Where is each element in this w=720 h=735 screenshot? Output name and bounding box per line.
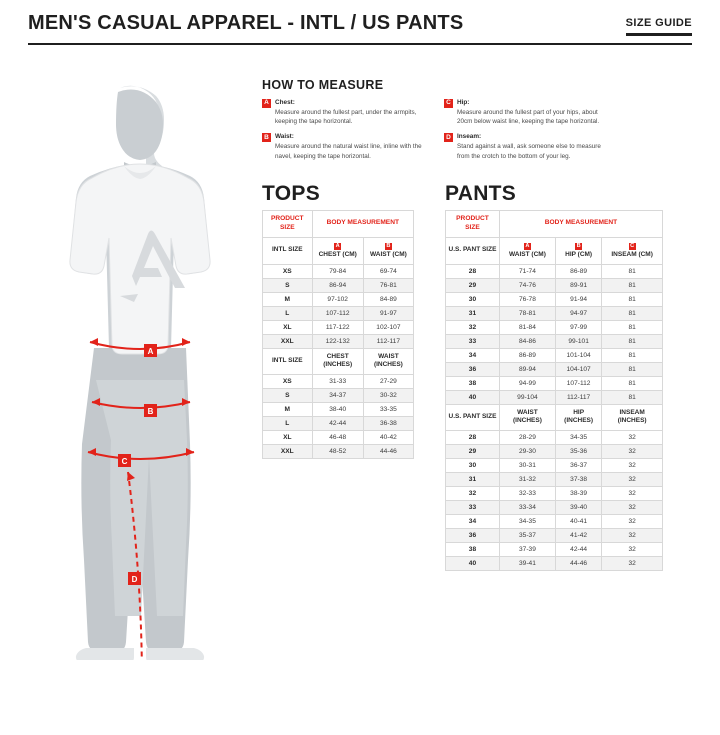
value-cell: 32 <box>602 431 663 445</box>
table-row <box>263 278 414 292</box>
value-cell: 34-37 <box>312 389 363 403</box>
how-to-item-chest <box>262 98 430 126</box>
table-row <box>446 320 663 334</box>
value-cell: 81 <box>602 348 663 362</box>
size-cell: 33 <box>446 334 500 348</box>
value-cell: 102-107 <box>363 320 413 334</box>
value-cell: 117-122 <box>312 320 363 334</box>
value-cell: 38-39 <box>555 487 601 501</box>
size-cell: 31 <box>446 306 500 320</box>
tops-size-table <box>262 210 414 459</box>
table-row <box>263 389 414 403</box>
how-to-item-hip <box>444 98 612 126</box>
table-row <box>446 459 663 473</box>
size-cell: 33 <box>446 501 500 515</box>
table-row <box>263 306 414 320</box>
value-cell: 81 <box>602 334 663 348</box>
pants-cm-waist-col <box>499 237 555 264</box>
value-cell: 32 <box>602 473 663 487</box>
marker-d-badge: D <box>444 133 453 142</box>
marker-b-badge: B <box>576 242 581 249</box>
value-cell: 81 <box>602 390 663 404</box>
value-cell: 48-52 <box>312 445 363 459</box>
how-to-inseam-term: Inseam: <box>457 133 482 141</box>
value-cell: 32 <box>602 501 663 515</box>
marker-b-badge: B <box>262 133 271 142</box>
size-cell: 30 <box>446 292 500 306</box>
table-row <box>446 306 663 320</box>
value-cell: 112-117 <box>363 334 413 348</box>
value-cell: 78-81 <box>499 306 555 320</box>
table-row <box>446 237 663 264</box>
pants-body-measurement-header: BODY MEASUREMENT <box>499 211 662 238</box>
value-cell: 32-33 <box>499 487 555 501</box>
size-cell: XL <box>263 431 313 445</box>
table-row <box>446 487 663 501</box>
value-cell: 32 <box>602 529 663 543</box>
table-row <box>263 211 414 238</box>
how-to-item-inseam <box>444 132 612 160</box>
tops-in-waist-col: WAIST (INCHES) <box>363 348 413 375</box>
table-row <box>263 417 414 431</box>
pants-product-size-header: PRODUCT SIZE <box>446 211 500 238</box>
value-cell: 91-94 <box>555 292 601 306</box>
table-row <box>446 264 663 278</box>
size-cell: 40 <box>446 390 500 404</box>
value-cell: 44-46 <box>555 557 601 571</box>
pants-cm-waist-label: WAIST (CM) <box>509 250 546 258</box>
how-to-hip-text <box>457 98 612 126</box>
value-cell: 84-89 <box>363 292 413 306</box>
size-cell: 40 <box>446 557 500 571</box>
table-row <box>446 501 663 515</box>
marker-c-badge: C <box>444 99 453 108</box>
value-cell: 39-41 <box>499 557 555 571</box>
table-row <box>446 292 663 306</box>
value-cell: 41-42 <box>555 529 601 543</box>
value-cell: 33-35 <box>363 403 413 417</box>
how-to-measure-heading: HOW TO MEASURE <box>262 78 384 92</box>
size-cell: 32 <box>446 320 500 334</box>
pants-cm-hip-col <box>555 237 601 264</box>
how-to-column-right <box>444 98 612 167</box>
tops-cm-size-col: INTL SIZE <box>263 237 313 264</box>
table-row <box>263 264 414 278</box>
table-row <box>446 445 663 459</box>
value-cell: 37-39 <box>499 543 555 557</box>
how-to-item-waist <box>262 132 430 160</box>
value-cell: 86-94 <box>312 278 363 292</box>
value-cell: 34-35 <box>555 431 601 445</box>
value-cell: 81 <box>602 362 663 376</box>
value-cell: 81 <box>602 376 663 390</box>
table-row <box>446 362 663 376</box>
value-cell: 99-101 <box>555 334 601 348</box>
pants-in-hip-col: HIP (INCHES) <box>555 404 601 431</box>
value-cell: 46-48 <box>312 431 363 445</box>
value-cell: 122-132 <box>312 334 363 348</box>
table-row <box>263 334 414 348</box>
value-cell: 97-102 <box>312 292 363 306</box>
how-to-column-left <box>262 98 430 167</box>
value-cell: 81 <box>602 292 663 306</box>
size-cell: XXL <box>263 445 313 459</box>
tops-body-measurement-header: BODY MEASUREMENT <box>312 211 413 238</box>
tops-cm-waist-label: WAIST (CM) <box>369 250 407 258</box>
value-cell: 94-99 <box>499 376 555 390</box>
size-cell: XS <box>263 264 313 278</box>
marker-b-badge: B <box>386 242 391 249</box>
value-cell: 30-31 <box>499 459 555 473</box>
value-cell: 40-42 <box>363 431 413 445</box>
size-cell: L <box>263 306 313 320</box>
size-cell: 38 <box>446 543 500 557</box>
value-cell: 89-91 <box>555 278 601 292</box>
value-cell: 32 <box>602 515 663 529</box>
size-cell: M <box>263 403 313 417</box>
how-to-waist-text <box>275 132 430 160</box>
size-cell: 31 <box>446 473 500 487</box>
table-row <box>446 376 663 390</box>
table-row <box>263 375 414 389</box>
value-cell: 107-112 <box>312 306 363 320</box>
how-to-chest-text <box>275 98 430 126</box>
table-row <box>446 473 663 487</box>
pants-in-size-col: U.S. PANT SIZE <box>446 404 500 431</box>
figure-svg <box>20 80 260 660</box>
size-cell: 36 <box>446 529 500 543</box>
marker-a-badge: A <box>262 99 271 108</box>
table-row <box>446 211 663 238</box>
value-cell: 39-40 <box>555 501 601 515</box>
how-to-measure-items <box>262 98 622 167</box>
tops-section-title: TOPS <box>262 182 320 205</box>
pants-cm-inseam-col <box>602 237 663 264</box>
tops-cm-waist-col <box>363 237 413 264</box>
value-cell: 32 <box>602 445 663 459</box>
marker-a-badge: A <box>335 242 340 249</box>
marker-a-badge: A <box>525 242 530 249</box>
value-cell: 34-35 <box>499 515 555 529</box>
value-cell: 32 <box>602 459 663 473</box>
tops-in-size-col: INTL SIZE <box>263 348 313 375</box>
size-cell: 28 <box>446 431 500 445</box>
value-cell: 101-104 <box>555 348 601 362</box>
page-header <box>28 12 692 45</box>
size-cell: XL <box>263 320 313 334</box>
size-cell: 38 <box>446 376 500 390</box>
value-cell: 71-74 <box>499 264 555 278</box>
mannequin-illustration <box>20 80 260 660</box>
value-cell: 76-81 <box>363 278 413 292</box>
value-cell: 81 <box>602 306 663 320</box>
size-cell: 30 <box>446 459 500 473</box>
value-cell: 84-86 <box>499 334 555 348</box>
value-cell: 27-29 <box>363 375 413 389</box>
svg-text:A: A <box>147 347 154 356</box>
pants-size-table <box>445 210 663 571</box>
tshirt-shape <box>70 164 210 354</box>
value-cell: 29-30 <box>499 445 555 459</box>
size-cell: 32 <box>446 487 500 501</box>
table-row <box>446 404 663 431</box>
size-cell: 29 <box>446 278 500 292</box>
value-cell: 30-32 <box>363 389 413 403</box>
value-cell: 86-89 <box>555 264 601 278</box>
svg-text:C: C <box>121 457 128 466</box>
value-cell: 32 <box>602 487 663 501</box>
size-cell: S <box>263 389 313 403</box>
value-cell: 91-97 <box>363 306 413 320</box>
size-guide-label: SIZE GUIDE <box>626 17 692 36</box>
tops-product-size-header: PRODUCT SIZE <box>263 211 313 238</box>
value-cell: 40-41 <box>555 515 601 529</box>
svg-text:D: D <box>131 575 138 584</box>
how-to-hip-term: Hip: <box>457 99 470 106</box>
value-cell: 33-34 <box>499 501 555 515</box>
table-row <box>446 557 663 571</box>
how-to-inseam-text <box>457 132 612 160</box>
pants-cm-hip-label: HIP (CM) <box>565 250 593 258</box>
how-to-waist-desc: Measure around the natural waist line, inline with the navel, keeping the tape horizontal. <box>275 143 422 160</box>
value-cell: 112-117 <box>555 390 601 404</box>
svg-text:B: B <box>147 407 154 416</box>
value-cell: 42-44 <box>555 543 601 557</box>
value-cell: 81 <box>602 264 663 278</box>
table-row <box>446 543 663 557</box>
value-cell: 31-33 <box>312 375 363 389</box>
value-cell: 81 <box>602 278 663 292</box>
size-cell: 28 <box>446 264 500 278</box>
table-row <box>446 515 663 529</box>
value-cell: 94-97 <box>555 306 601 320</box>
how-to-chest-desc: Measure around the fullest part, under the armpits, keeping the tape horizontal. <box>275 108 417 126</box>
how-to-measure-section <box>262 78 462 100</box>
value-cell: 28-29 <box>499 431 555 445</box>
size-cell: L <box>263 417 313 431</box>
value-cell: 35-37 <box>499 529 555 543</box>
table-row <box>446 278 663 292</box>
value-cell: 32 <box>602 557 663 571</box>
size-cell: 36 <box>446 362 500 376</box>
table-row <box>446 529 663 543</box>
size-cell: S <box>263 278 313 292</box>
value-cell: 97-99 <box>555 320 601 334</box>
value-cell: 38-40 <box>312 403 363 417</box>
value-cell: 76-78 <box>499 292 555 306</box>
marker-c-badge: C <box>630 242 635 249</box>
table-row <box>263 292 414 306</box>
table-row <box>446 334 663 348</box>
how-to-waist-term: Waist: <box>275 133 294 141</box>
table-row <box>263 431 414 445</box>
value-cell: 104-107 <box>555 362 601 376</box>
value-cell: 107-112 <box>555 376 601 390</box>
tops-in-chest-col: CHEST (INCHES) <box>312 348 363 375</box>
table-row <box>446 348 663 362</box>
table-row <box>263 348 414 375</box>
value-cell: 32 <box>602 543 663 557</box>
size-cell: 29 <box>446 445 500 459</box>
value-cell: 35-36 <box>555 445 601 459</box>
value-cell: 81 <box>602 320 663 334</box>
table-row <box>263 320 414 334</box>
value-cell: 79-84 <box>312 264 363 278</box>
value-cell: 74-76 <box>499 278 555 292</box>
pants-in-inseam-col: INSEAM (INCHES) <box>602 404 663 431</box>
value-cell: 69-74 <box>363 264 413 278</box>
size-cell: 34 <box>446 515 500 529</box>
how-to-inseam-desc: Stand against a wall, ask someone else to measure from the crotch to the bottom of your leg. <box>457 143 601 160</box>
size-cell: 34 <box>446 348 500 362</box>
how-to-chest-term: Chest: <box>275 99 295 106</box>
how-to-hip-desc: Measure around the fullest part of your hips, about 20cm below waist line, keeping the tape horizontal. <box>457 108 600 126</box>
table-row <box>263 403 414 417</box>
table-row <box>263 445 414 459</box>
value-cell: 81-84 <box>499 320 555 334</box>
value-cell: 89-94 <box>499 362 555 376</box>
tops-cm-chest-label: CHEST (CM) <box>318 250 357 258</box>
pants-section-title: PANTS <box>445 182 517 205</box>
size-cell: XXL <box>263 334 313 348</box>
value-cell: 36-37 <box>555 459 601 473</box>
tops-cm-chest-col <box>312 237 363 264</box>
value-cell: 36-38 <box>363 417 413 431</box>
page-title: MEN'S CASUAL APPAREL - INTL / US PANTS <box>28 12 464 34</box>
pants-cm-size-col: U.S. PANT SIZE <box>446 237 500 264</box>
table-row <box>263 237 414 264</box>
table-row <box>446 390 663 404</box>
value-cell: 42-44 <box>312 417 363 431</box>
table-row <box>446 431 663 445</box>
size-cell: XS <box>263 375 313 389</box>
pants-cm-inseam-label: INSEAM (CM) <box>611 250 653 258</box>
value-cell: 86-89 <box>499 348 555 362</box>
pants-in-waist-col: WAIST (INCHES) <box>499 404 555 431</box>
value-cell: 44-46 <box>363 445 413 459</box>
value-cell: 31-32 <box>499 473 555 487</box>
value-cell: 99-104 <box>499 390 555 404</box>
size-cell: M <box>263 292 313 306</box>
value-cell: 37-38 <box>555 473 601 487</box>
